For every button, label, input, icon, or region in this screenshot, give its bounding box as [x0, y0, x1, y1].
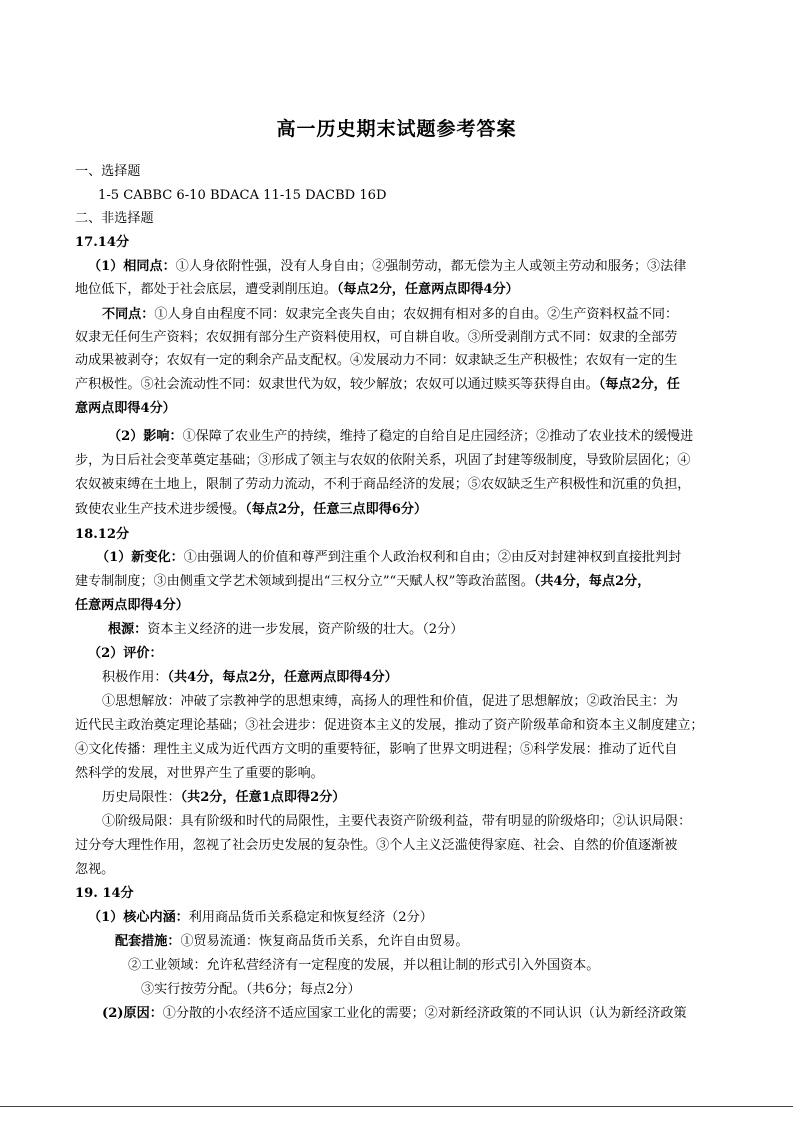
q18-limitation-line3: 忽视。 [75, 862, 115, 877]
q17-impact-line3: 农奴被束缚在土地上，限制了劳动力流动，不利于商品经济的发展；⑤农奴缺乏生产积极性和沉重的负担， [75, 477, 691, 492]
q19-core-line [88, 907, 433, 929]
q17-difference-line4 [75, 374, 680, 396]
q18-limitation-line2: 过分夸大理性作用，忽视了社会历史发展的复杂性。③个人主义泛滥使得家庭、社会、自然的价值逐渐被 [75, 838, 678, 853]
q19-measures-text1: ①贸易流通：恢复商品货币关系，允许自由贸易。 [180, 934, 469, 949]
q17-impact-text4: 致使农业生产技术进步缓慢。 [75, 502, 246, 517]
q17-similarity-score: （每点2分，任意两点即得4分） [336, 282, 519, 297]
q18-change-label: （1）新变化： [96, 550, 184, 565]
q17-similarity-text2: 地位低下，都处于社会底层，遭受剥削压迫。 [75, 282, 337, 297]
q18-positive-line1: ①思想解放：冲破了宗教神学的思想束缚，高扬人的理性和价值，促进了思想解放；②政治民主：为 [102, 694, 679, 709]
q19-header: 19. 14分 [75, 886, 134, 901]
q18-root-label: 根源： [108, 622, 148, 637]
choice-answers: 1-5 CABBC 6-10 BDACA 11-15 DACBD 16D [98, 188, 387, 203]
q18-root-text: 资本主义经济的进一步发展，资产阶级的壮大。（2分） [147, 622, 464, 637]
q19-core-label: （1）核心内涵： [88, 910, 189, 925]
q17-impact-label: （2）影响： [108, 429, 183, 444]
q19-reason-label: (2)原因： [102, 1006, 163, 1021]
q17-impact-line1 [108, 426, 693, 448]
q19-measures-line2: ②工业领域：允许私营经济有一定程度的发展，并以租让制的形式引入外国资本。 [128, 958, 600, 973]
page-bottom-rule [0, 1106, 793, 1107]
q18-positive-label: 积极作用： [102, 670, 168, 685]
q18-limitation-label: 历史局限性： [102, 790, 181, 805]
q17-difference-text1: ①人身自由程度不同：奴隶完全丧失自由；农奴拥有相对多的自由。②生产资料权益不同： [154, 307, 679, 322]
q18-root-line [108, 619, 463, 641]
q18-limitation-header [102, 787, 345, 809]
q17-impact-score: （每点2分，任意三点即得6分） [245, 502, 428, 517]
q17-impact-text1: ①保障了农业生产的持续，维持了稳定的自给自足庄园经济；②推动了农业技术的缓慢进 [182, 429, 694, 444]
q18-positive-score: （共4分，每点2分，任意两点即得4分） [167, 670, 398, 685]
q19-measures-line1 [115, 931, 469, 953]
q18-change-score-b: 任意两点即得4分） [75, 598, 189, 613]
q18-positive-line4: 然科学的发展，对世界产生了重要的影响。 [75, 766, 324, 781]
q17-similarity-line2 [75, 279, 519, 301]
q18-change-score-a: （共4分，每点2分， [533, 574, 651, 589]
q17-difference-label: 不同点： [102, 307, 155, 322]
q19-reason-text1: ①分散的小农经济不适应国家工业化的需要；②对新经济政策的不同认识（认为新经济政策 [162, 1006, 687, 1021]
q18-positive-line3: ④文化传播：理性主义成为近代西方文明的重要特征，影响了世界文明进程；⑤科学发展：推动了近代自 [75, 742, 678, 757]
q19-core-text: 利用商品货币关系稳定和恢复经济（2分） [188, 910, 433, 925]
q18-change-text2: 建专制制度；③由侧重文学艺术领域到提出“三权分立”“天赋人权”等政治蓝图。 [75, 574, 534, 589]
q17-similarity-text1: ①人身依附性强，没有人身自由；②强制劳动，都无偿为主人或领主劳动和服务；③法律 [175, 259, 687, 274]
q18-positive-header [102, 667, 398, 689]
q18-limitation-score: （共2分，任意1点即得2分） [180, 790, 346, 805]
q17-difference-line1 [102, 304, 678, 326]
q19-measures-label: 配套措施： [115, 934, 181, 949]
q17-impact-line2: 步，为日后社会变革奠定基础；③形成了领主与农奴的依附关系，巩固了封建等级制度，导致阶层固化；④ [75, 453, 691, 468]
q18-limitation-line1: ①阶级局限：具有阶级和时代的局限性，主要代表资产阶级利益，带有明显的阶级烙印；②认识局限： [102, 814, 692, 829]
q17-similarity-line1 [88, 256, 686, 278]
q17-difference-score-b: 意两点即得4分） [75, 401, 176, 416]
q18-change-text1: ①由强调人的价值和尊严到注重个人政治权利和自由；②由反对封建神权到直接批判封 [183, 550, 682, 565]
section-heading-choice: 一、选择题 [75, 164, 141, 179]
q17-similarity-label: （1）相同点： [88, 259, 176, 274]
q18-header: 18.12分 [75, 527, 130, 542]
q18-evaluation-label: （2）评价： [88, 646, 163, 661]
q18-change-line1 [96, 547, 681, 569]
page-title: 高一历史期末试题参考答案 [276, 118, 517, 140]
section-heading-nonchoice: 二、非选择题 [75, 211, 154, 226]
q17-header: 17.14分 [75, 235, 130, 250]
q17-impact-line4 [75, 499, 427, 521]
q19-reason-line1 [102, 1003, 687, 1025]
q17-difference-line3: 动成果被剥夺；农奴有一定的剩余产品支配权。④发展动力不同：奴隶缺乏生产积极性；农奴有一定的生 [75, 353, 678, 368]
q18-change-line2 [75, 571, 650, 593]
q17-difference-line2: 奴隶无任何生产资料；农奴拥有部分生产资料使用权，可自耕自收。③所受剥削方式不同：奴隶的全部劳 [75, 330, 678, 345]
q18-positive-line2: 近代民主政治奠定理论基础；③社会进步：促进资本主义的发展，推动了资产阶级革命和资本主义制度建立； [75, 718, 704, 733]
q17-difference-score-a: （每点2分，任 [598, 377, 680, 392]
q19-measures-line3: ③实行按劳分配。（共6分；每点2分） [141, 982, 361, 997]
q17-difference-text4: 产积极性。⑤社会流动性不同：奴隶世代为奴，较少解放；农奴可以通过赎买等获得自由。 [75, 377, 599, 392]
